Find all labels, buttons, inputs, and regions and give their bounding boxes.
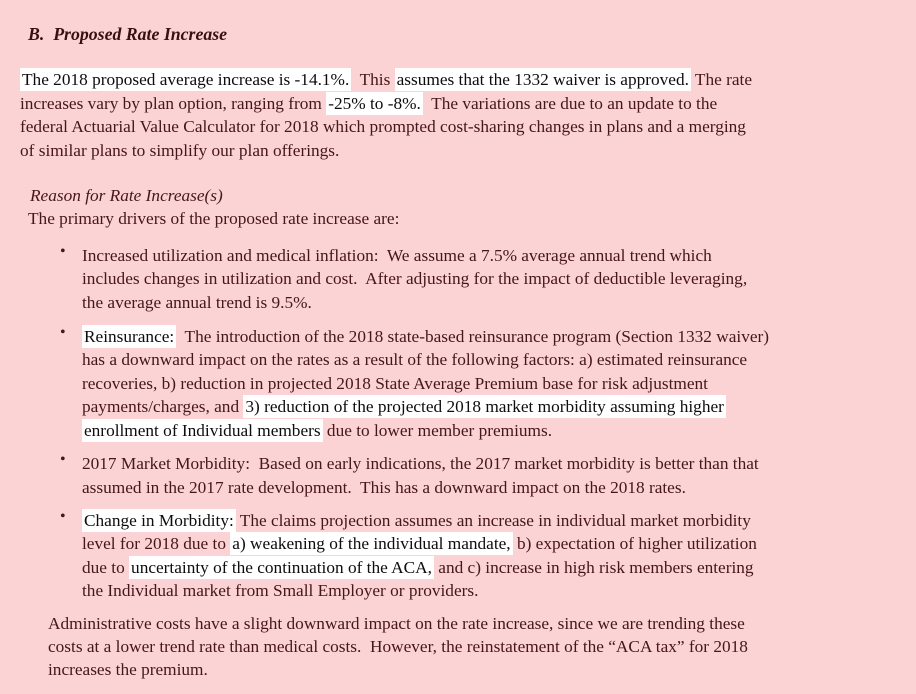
text-line [82,395,900,418]
text-line [82,291,900,314]
bullet-utilization [20,244,900,314]
highlighted-text: -25% to -8%. [328,93,421,113]
text-line [28,207,900,230]
text-segment: The rate [690,70,753,90]
text-segment: due to lower member premiums. [322,420,553,440]
highlighted-text: uncertainty of the continuation of the ACA, [131,557,432,577]
text-segment: Reason for Rate Increase(s) [30,186,223,206]
text-line [30,184,900,207]
text-segment: The introduction of the 2018 state-based reinsurance program (Section 1332 waiver) [176,327,770,347]
text-segment: the Individual market from Small Employer or providers. [82,581,479,601]
text-line [82,476,900,499]
text-line [48,658,900,681]
text-line [48,612,900,635]
text-line [82,348,900,371]
intro-paragraph [20,68,900,162]
text-segment: has a downward impact on the rates as a result of the following factors: a) estimated reinsurance [82,350,748,370]
bullet-2017-morbidity [20,452,900,499]
text-segment: includes changes in utilization and cost. After adjusting for the impact of deductible leveraging, [82,269,748,289]
text-line [20,92,900,115]
text-line [20,68,900,91]
text-line [82,452,900,475]
text-line [82,267,900,290]
text-segment: costs at a lower trend rate than medical costs. However, the reinstatement of the “ACA tax” for 2018 [48,636,748,656]
highlighted-text: The 2018 proposed average increase is -14.1%. [22,70,350,90]
text-line [82,244,900,267]
text-line [82,509,900,532]
leadin-line [28,207,900,230]
text-line [82,372,900,395]
document-body [20,68,900,681]
text-line [82,556,900,579]
page-title: B. Proposed Rate Increase [28,24,228,44]
text-line [20,115,900,138]
text-segment: and c) increase in high risk members entering [433,557,754,577]
text-segment: This [351,70,395,90]
highlighted-text: 3) reduction of the projected 2018 market morbidity assuming higher [245,397,724,417]
text-segment: recoveries, b) reduction in projected 2018 State Average Premium base for risk adjustment [82,373,708,393]
highlighted-text: a) weakening of the individual mandate, [232,534,511,554]
text-segment: the average annual trend is 9.5%. [82,292,312,312]
bullet-marker: • [60,242,66,260]
text-segment: The claims projection assumes an increase in individual market morbidity [235,510,751,530]
text-line [82,419,900,442]
text-segment: Increased utilization and medical inflation: We assume a 7.5% average annual trend which [82,245,712,265]
highlighted-text: enrollment of Individual members [84,420,321,440]
bullet-marker: • [60,324,66,342]
text-segment: level for 2018 due to [82,534,231,554]
bullet-marker: • [60,507,66,525]
text-line [48,635,900,658]
highlighted-text: assumes that the 1332 waiver is approved. [396,70,689,90]
text-segment: The variations are due to an update to the [422,93,718,113]
text-segment: payments/charges, and [82,397,244,417]
bullet-marker: • [60,451,66,469]
text-segment: increases vary by plan option, ranging from [20,93,327,113]
text-line [82,579,900,602]
reason-subheading [30,184,900,207]
text-segment: b) expectation of higher utilization [512,534,757,554]
text-segment: of similar plans to simplify our plan offerings. [20,140,340,160]
text-segment: The primary drivers of the proposed rate increase are: [28,209,400,229]
highlighted-text: Reinsurance: [84,327,175,347]
bullet-change-morbidity [20,509,900,603]
text-line [82,325,900,348]
text-line [82,532,900,555]
text-segment: due to [82,557,130,577]
highlighted-text: Change in Morbidity: [84,510,234,530]
text-segment: increases the premium. [48,660,208,680]
text-line [20,139,900,162]
closing-paragraph [48,612,900,682]
text-segment: assumed in the 2017 rate development. This has a downward impact on the 2018 rates. [82,477,686,497]
text-segment: 2017 Market Morbidity: Based on early indications, the 2017 market morbidity is better than that [82,454,759,474]
text-segment: Administrative costs have a slight downward impact on the rate increase, since we are trending these [48,613,745,633]
bullet-reinsurance [20,325,900,442]
text-segment: federal Actuarial Value Calculator for 2018 which prompted cost-sharing changes in plans and a merging [20,117,746,137]
